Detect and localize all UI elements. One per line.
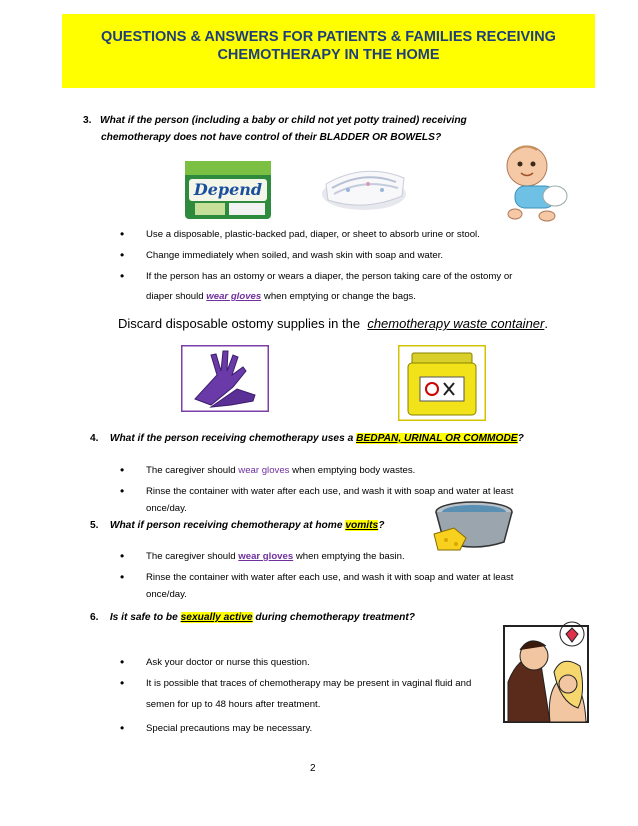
question-text-line2: chemotherapy does not have control of their BLADDER OR BOWELS?	[101, 132, 442, 143]
list-item: • Rinse the container with water after each use, and wash it with soap and water at least once/day.	[120, 569, 540, 603]
page-number: 2	[310, 763, 316, 774]
highlight-sexually-active: sexually active	[180, 612, 253, 623]
title-line-2: CHEMOTHERAPY IN THE HOME	[217, 47, 440, 63]
title-line-1: QUESTIONS & ANSWERS FOR PATIENTS & FAMILIES RECEIVING	[101, 29, 556, 45]
list-item: • Special precautions may be necessary.	[120, 720, 510, 737]
diapers-image	[316, 154, 412, 216]
list-item: • Use a disposable, plastic-backed pad, diaper, or sheet to absorb urine or stool.	[120, 226, 560, 243]
wear-gloves-link[interactable]: wear gloves	[238, 551, 294, 562]
question-text: Is it safe to be	[109, 612, 178, 623]
list-item: • The caregiver should wear gloves when emptying body wastes.	[120, 462, 540, 479]
q6-bullet-list	[120, 654, 510, 737]
question-4: 4. What if the person receiving chemotherapy uses a BEDPAN, URINAL OR COMMODE?	[90, 433, 524, 444]
question-text: What if person receiving chemotherapy at home	[109, 520, 343, 531]
package-brand-text: Depend	[193, 180, 263, 199]
highlight-bedpan: BEDPAN, URINAL OR COMMODE	[356, 433, 518, 444]
chemo-waste-container-image	[398, 345, 486, 421]
purple-gloves-image	[181, 345, 269, 412]
chemotherapy-waste-container-link[interactable]: chemotherapy waste container	[367, 316, 545, 331]
question-number: 3.	[83, 115, 92, 126]
list-item: • Change immediately when soiled, and wash skin with soap and water.	[120, 247, 560, 264]
question-number: 5.	[90, 520, 99, 531]
question-5: 5. What if person receiving chemotherapy at home vomits?	[90, 520, 385, 531]
list-item: • It is possible that traces of chemotherapy may be present in vaginal fluid and semen for up to 48 hours after treatment.	[120, 675, 510, 718]
question-text-line1: What if the person (including a baby or child not yet potty trained) receiving	[100, 115, 467, 126]
list-item: • Rinse the container with water after each use, and wash it with soap and water at least once/day.	[120, 483, 540, 517]
question-3	[83, 112, 523, 146]
q5-bullet-list	[120, 548, 540, 603]
discard-instruction: Discard disposable ostomy supplies in the chemotherapy waste container.	[118, 316, 548, 331]
list-item: • Ask your doctor or nurse this question.	[120, 654, 510, 671]
page-title	[62, 28, 595, 64]
question-text: What if the person receiving chemotherapy uses a	[109, 433, 354, 444]
question-number: 4.	[90, 433, 99, 444]
question-6: 6. Is it safe to be sexually active during chemotherapy treatment?	[90, 612, 416, 623]
wear-gloves-link[interactable]: wear gloves	[206, 291, 262, 302]
highlight-vomits: vomits	[345, 520, 379, 531]
baby-crawling-image	[497, 140, 569, 226]
list-item: • The caregiver should wear gloves when emptying the basin.	[120, 548, 540, 565]
q3-bullet-list	[120, 226, 560, 309]
list-item: • If the person has an ostomy or wears a diaper, the person taking care of the ostomy or diaper should wear gloves when emptying or change the bags.	[120, 268, 560, 309]
wear-gloves-link[interactable]: wear gloves	[238, 465, 290, 476]
couple-embrace-image	[500, 612, 592, 724]
adult-diaper-package-image	[181, 155, 276, 225]
question-number: 6.	[90, 612, 99, 623]
